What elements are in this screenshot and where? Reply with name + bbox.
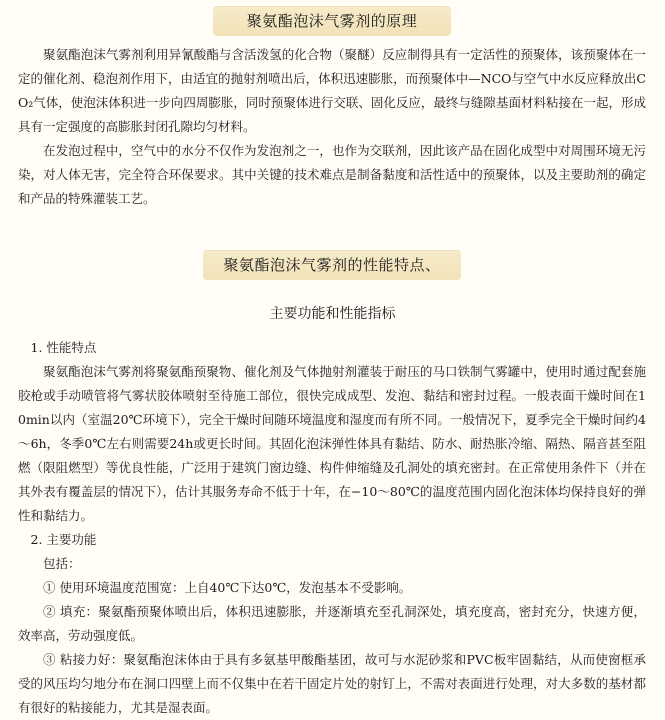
paragraph: 在发泡过程中，空气中的水分不仅作为发泡剂之一，也作为交联剂，因此该产品在固化成型中对周围环境无污染，对人体无害，完全符合环保要求。其中关键的技术难点是制备黏度和活性适中的预聚体，以及主要助剂的确定和产品的特殊灌装工艺。 (18, 143, 646, 206)
section-body (18, 43, 646, 211)
section-body (18, 336, 646, 720)
section-subtitle: 主要功能和性能指标 (269, 306, 396, 322)
subheading: 2. 主要功能 (30, 532, 97, 547)
paragraph: 聚氨酯泡沫气雾剂将聚氨酯预聚物、催化剂及气体抛射剂灌装于耐压的马口铁制气雾罐中，使用时通过配套施胶枪或手动喷管将气雾状胶体喷射至待施工部位，很快完成成型、发泡、黏结和密封过程。一般表面干燥时间在10min以内（室温20℃环境下），完全干燥时间随环境温度和湿度而有所不同。一般情况下，夏季完全干燥时间约4～6h，冬季0℃左右则需要24h或更长时间。其固化泡沫弹性体具有黏结、防水、耐热胀冷缩、隔热、隔音甚至阻燃（限阻燃型）等优良性能，广泛用于建筑门窗边缝、构件伸缩缝及孔洞处的填充密封。在正常使用条件下（并在其外表有覆盖层的情况下），估计其服务寿命不低于十年，在−10～80℃的温度范围内固化泡沫体均保持良好的弹性和黏结力。 (18, 364, 646, 523)
section-title: 聚氨酯泡沫气雾剂的原理 (246, 12, 418, 30)
list-item: ① 使用环境温度范围宽：上自40℃下达0℃，发泡基本不受影响。 (43, 580, 412, 595)
section-title-bar (203, 250, 461, 280)
paragraph: 聚氨酯泡沫气雾剂利用异氰酸酯与含活泼氢的化合物（聚醚）反应制得具有一定活性的预聚体，该预聚体在一定的催化剂、稳泡剂作用下，由适宜的抛射剂喷出后，体积迅速膨胀，而预聚体中—NCO与空气中水反应释放出CO₂气体，使泡沫体积进一步向四周膨胀，同时预聚体进行交联、固化反应，最终与缝隙基面材料粘接在一起，形成具有一定强度的高膨胀封闭孔隙均匀材料。 (18, 47, 646, 134)
paragraph: 包括： (43, 556, 81, 571)
list-item: ③ 粘接力好：聚氨酯泡沫体由于具有多氨基甲酸酯基团，故可与水泥砂浆和PVC板牢固黏结，从而使窗框承受的风压均匀地分布在洞口四壁上而不仅集中在若干固定片处的射钉上，不需对表面进行处理，对大多数的基材都有很好的粘接能力，尤其是湿表面。 (18, 652, 646, 715)
subheading: 1. 性能特点 (30, 340, 97, 355)
list-item: ② 填充：聚氨酯预聚体喷出后，体积迅速膨胀，并逐渐填充至孔洞深处，填充度高，密封充分，快速方便，效率高，劳动强度低。 (18, 604, 646, 643)
section-title: 聚氨酯泡沫气雾剂的性能特点、 (223, 256, 441, 274)
section-title-bar (213, 6, 451, 36)
